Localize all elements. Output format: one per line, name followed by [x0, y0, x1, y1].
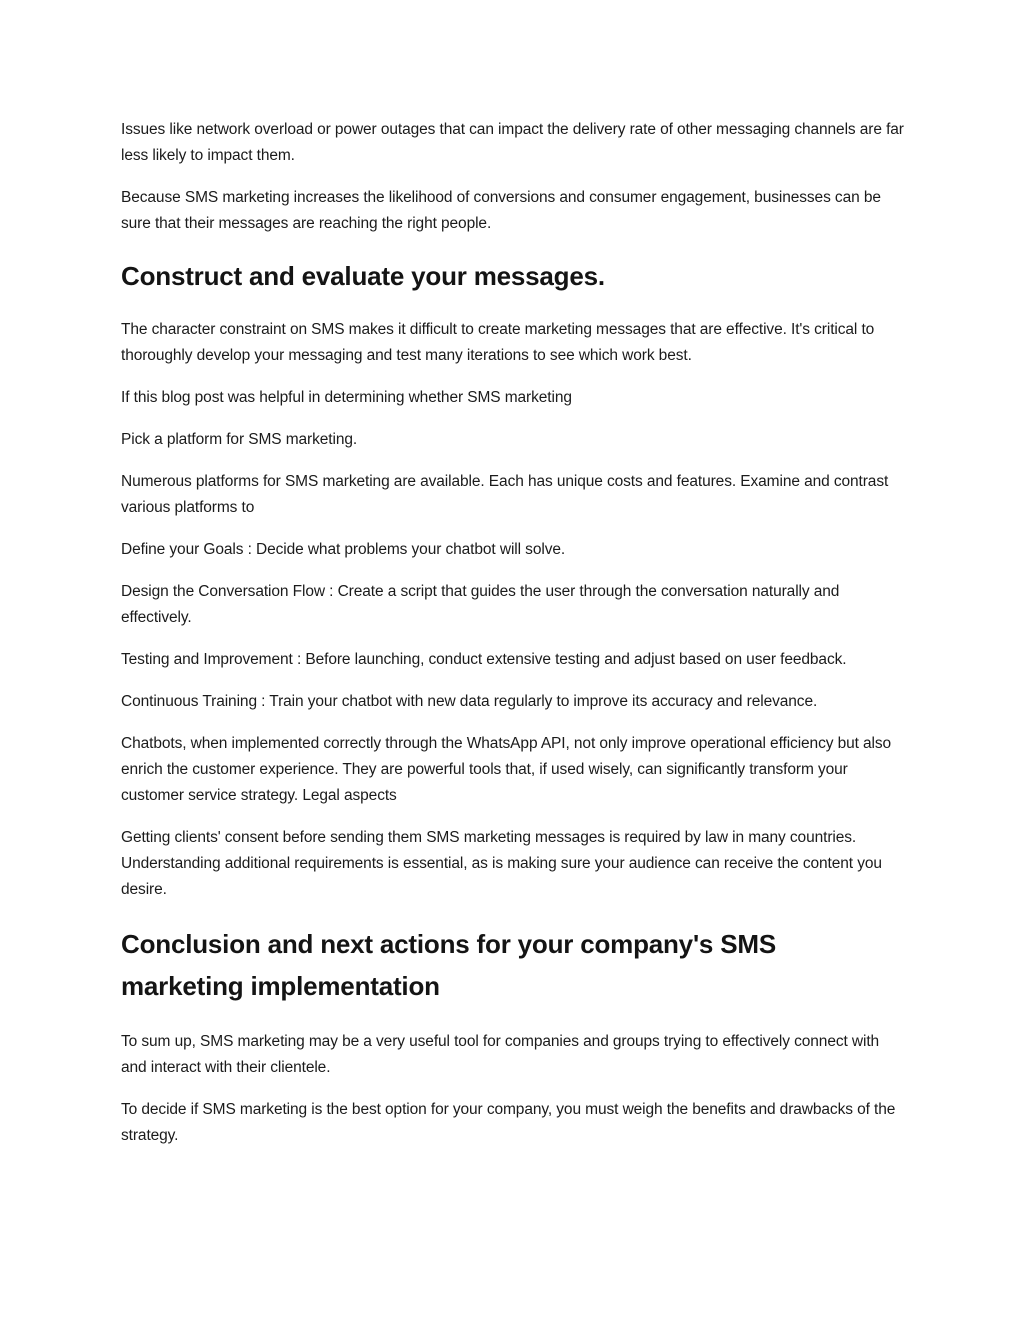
paragraph-define-goals: Define your Goals : Decide what problems your chatbot will solve. — [121, 541, 566, 558]
paragraph-weigh-benefits: To decide if SMS marketing is the best option for your company, you must weigh the benefits and drawbacks of the strategy. — [121, 1101, 896, 1144]
paragraph-blog-post-helpful: If this blog post was helpful in determining whether SMS marketing — [121, 389, 572, 406]
paragraph-continuous-training: Continuous Training : Train your chatbot with new data regularly to improve its accuracy and relevance. — [121, 693, 818, 710]
paragraph-testing-improvement: Testing and Improvement : Before launching, conduct extensive testing and adjust based on user feedback. — [121, 651, 847, 668]
heading-construct-messages: Construct and evaluate your messages. — [121, 261, 605, 291]
paragraph-pick-platform: Pick a platform for SMS marketing. — [121, 431, 358, 448]
heading-conclusion: Conclusion and next actions for your company's SMS marketing implementation — [121, 929, 776, 1001]
paragraph-chatbots-whatsapp: Chatbots, when implemented correctly through the WhatsApp API, not only improve operational efficiency but also enrich the customer experience. They are powerful tools that, if used wisely, can significantly transform your customer service strategy. Legal aspects — [121, 735, 892, 804]
paragraph-reaching-right-people: Because SMS marketing increases the likelihood of conversions and consumer engagement, businesses can be sure that their messages are reaching the right people. — [121, 189, 881, 232]
paragraph-sum-up: To sum up, SMS marketing may be a very useful tool for companies and groups trying to effectively connect with and interact with their clientele. — [121, 1033, 880, 1076]
paragraph-client-consent: Getting clients' consent before sending them SMS marketing messages is required by law in many countries. Understanding additional requirements is essential, as is making sure your audience can receive the content you desire. — [121, 829, 882, 898]
paragraph-conversation-flow: Design the Conversation Flow : Create a script that guides the user through the conversation naturally and effectively. — [121, 583, 840, 626]
paragraph-numerous-platforms: Numerous platforms for SMS marketing are available. Each has unique costs and features. Examine and contrast various platforms to — [121, 473, 889, 516]
paragraph-character-constraint: The character constraint on SMS makes it difficult to create marketing messages that are effective. It's critical to thoroughly develop your messaging and test many iterations to see which work best. — [121, 321, 875, 364]
paragraph-delivery-reliability: Issues like network overload or power outages that can impact the delivery rate of other messaging channels are far less likely to impact them. — [121, 121, 904, 164]
